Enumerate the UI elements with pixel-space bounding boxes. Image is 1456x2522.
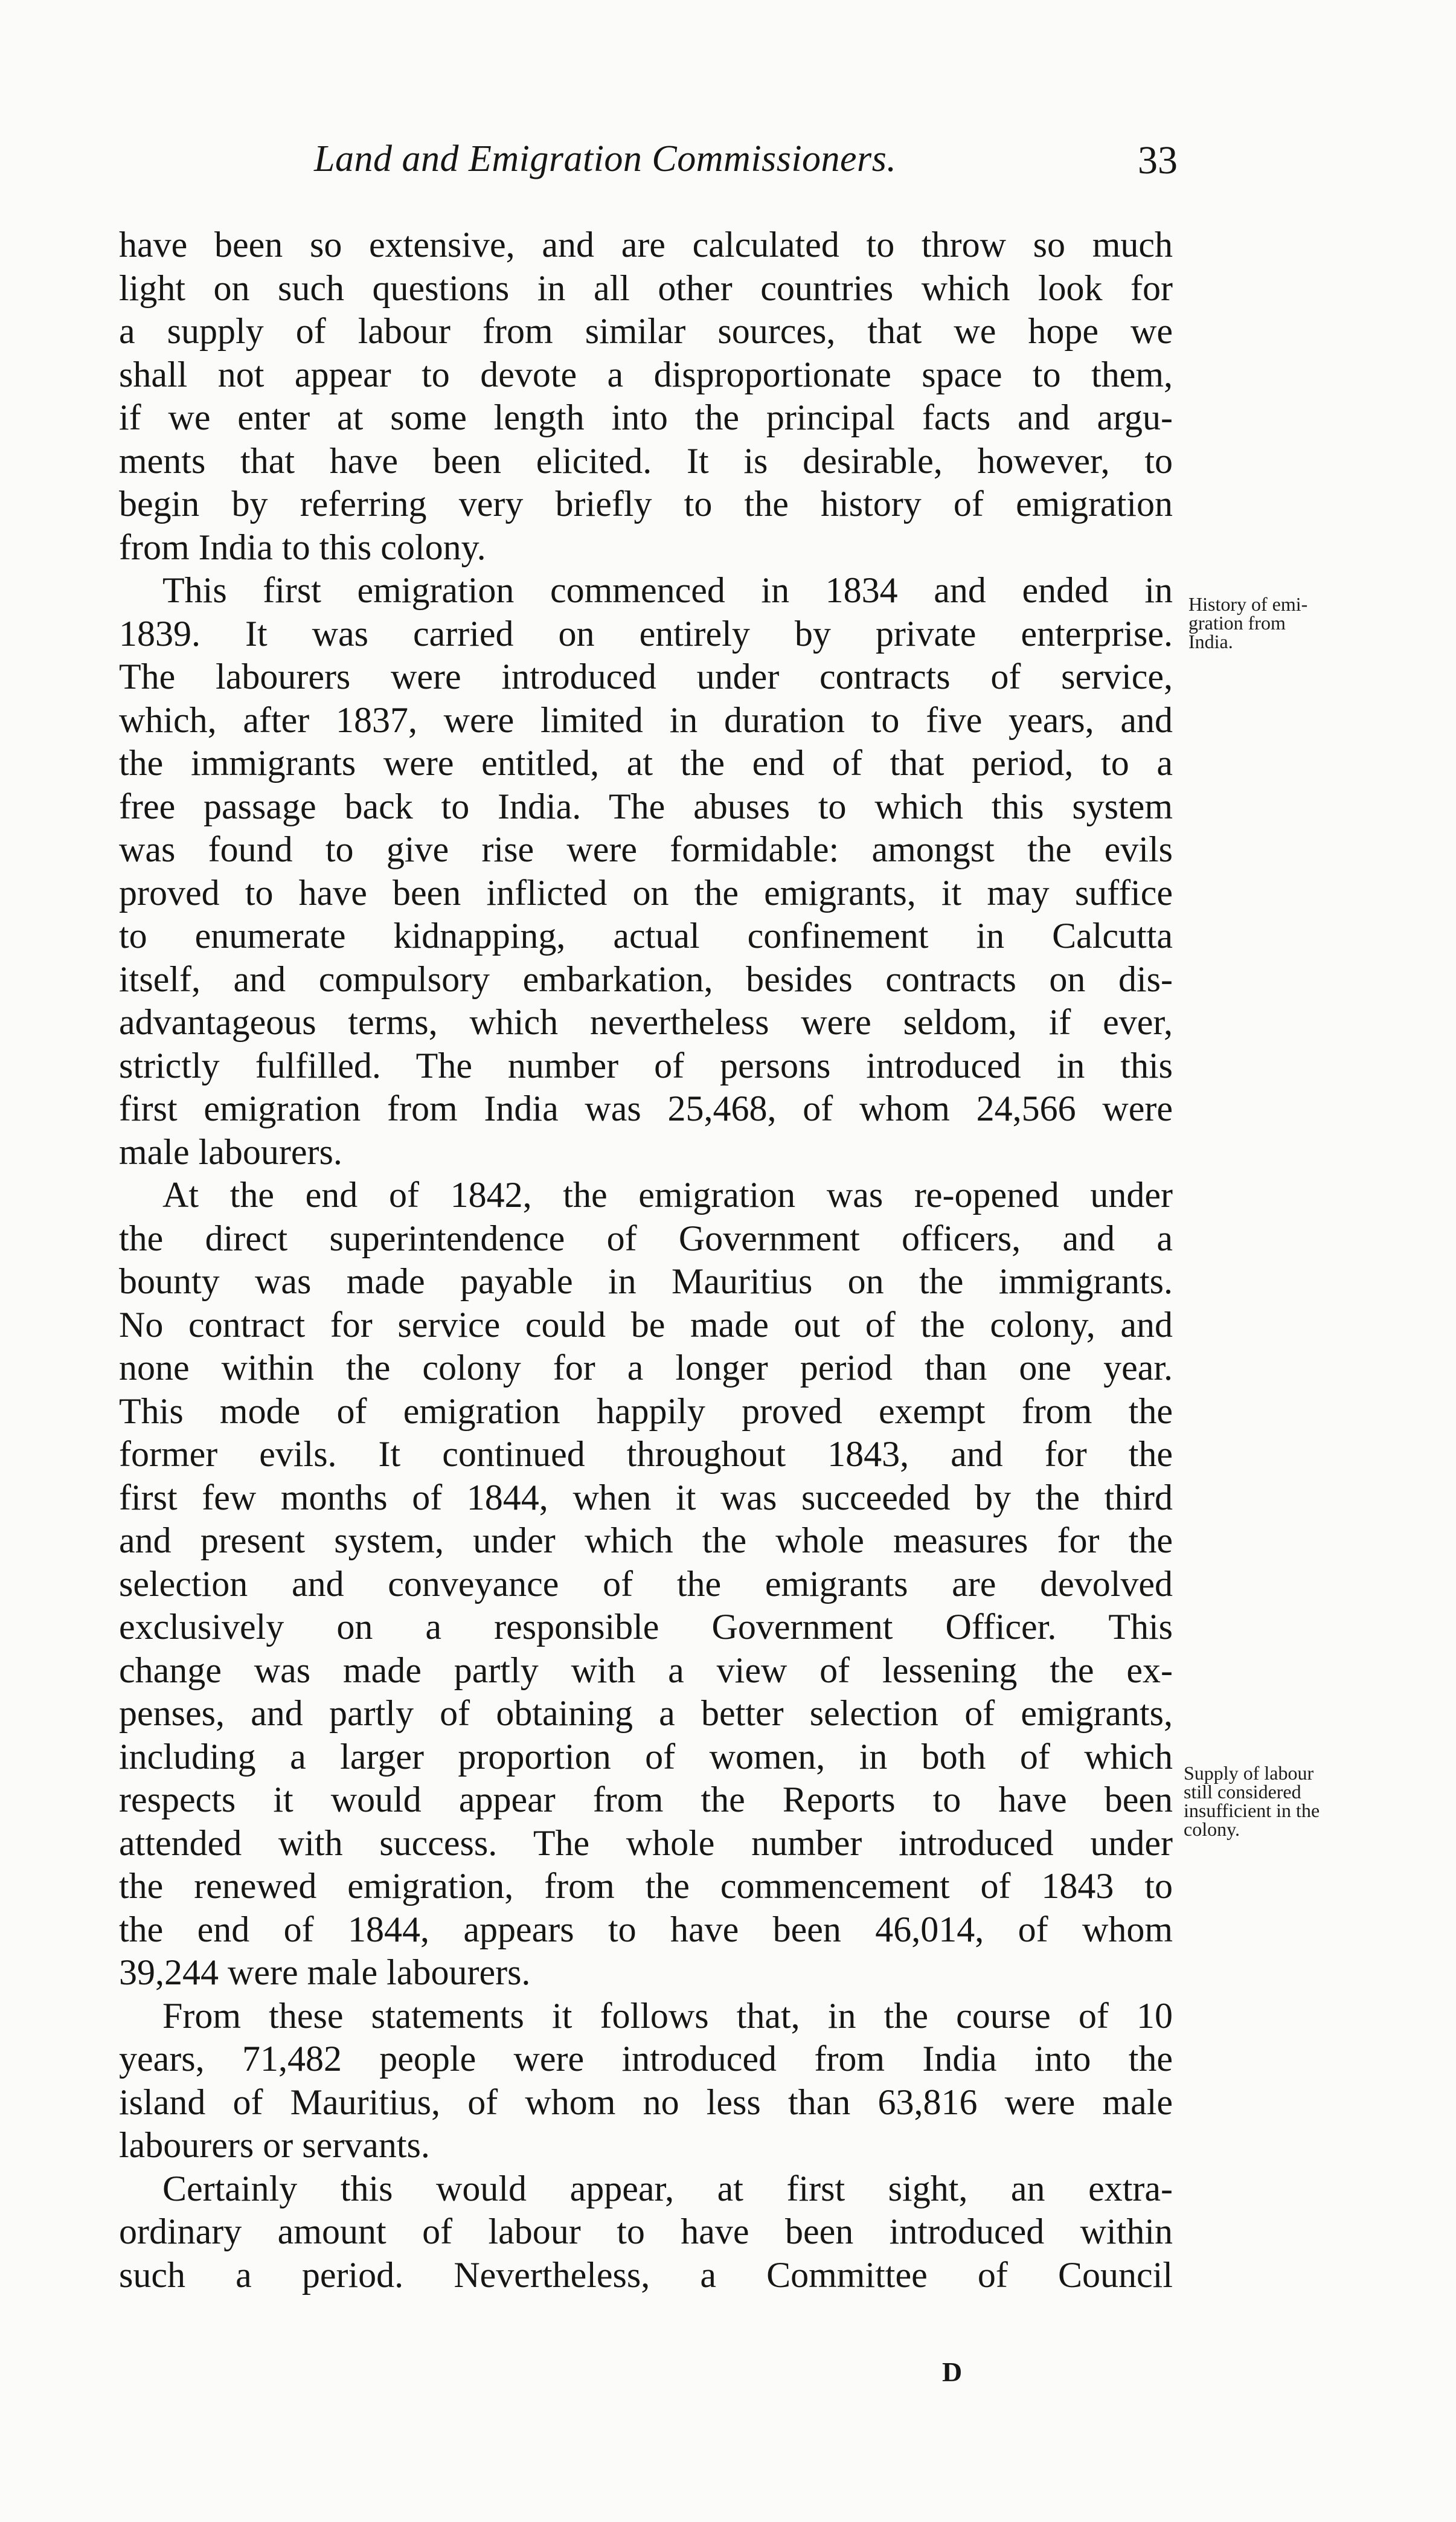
text-line: former evils. It continued throughout 1843, and for the bbox=[119, 1434, 1173, 1474]
margin-note-line: colony. bbox=[1184, 1818, 1240, 1840]
margin-note-history bbox=[1188, 595, 1333, 651]
text-line: first emigration from India was 25,468, of whom 24,566 were bbox=[119, 1089, 1173, 1128]
text-line: the end of 1844, appears to have been 46,014, of whom bbox=[119, 1909, 1173, 1949]
text-line: light on such questions in all other countries which look for bbox=[119, 268, 1173, 308]
body-text bbox=[119, 224, 1173, 2297]
text-line: island of Mauritius, of whom no less than 63,816 were male bbox=[119, 2082, 1173, 2122]
text-line: attended with success. The whole number introduced under bbox=[119, 1822, 1173, 1863]
text-line: Certainly this would appear, at first sight, an extra- bbox=[162, 2168, 1173, 2208]
margin-note-line: History of emi- bbox=[1188, 593, 1308, 615]
text-line: exclusively on a responsible Government Officer. This bbox=[119, 1607, 1173, 1647]
text-line: No contract for service could be made out of the colony, and bbox=[119, 1304, 1173, 1345]
paragraph-4 bbox=[119, 1995, 1173, 2167]
text-line: including a larger proportion of women, in both of which bbox=[119, 1736, 1173, 1777]
text-line: which, after 1837, were limited in duration to five years, and bbox=[119, 700, 1173, 740]
text-line: advantageous terms, which nevertheless were seldom, if ever, bbox=[119, 1002, 1173, 1042]
margin-note-line: insufficient in the bbox=[1184, 1800, 1320, 1821]
text-line: This mode of emigration happily proved exempt from the bbox=[119, 1391, 1173, 1431]
text-line: the immigrants were entitled, at the end of that period, to a bbox=[119, 743, 1173, 783]
text-line: labourers or servants. bbox=[119, 2125, 430, 2165]
text-line: free passage back to India. The abuses to which this system bbox=[119, 786, 1173, 826]
page-number: 33 bbox=[1138, 138, 1178, 182]
text-line: was found to give rise were formidable: amongst the evils bbox=[119, 829, 1173, 869]
text-line: years, 71,482 people were introduced from India into the bbox=[119, 2039, 1173, 2079]
text-line: 39,244 were male labourers. bbox=[119, 1952, 531, 1992]
page-header bbox=[314, 138, 1178, 192]
running-title: Land and Emigration Commissioners. bbox=[314, 138, 897, 179]
margin-note-line: Supply of labour bbox=[1184, 1762, 1314, 1784]
text-line: respects it would appear from the Reports to have been bbox=[119, 1780, 1173, 1819]
text-line: At the end of 1842, the emigration was re-opened under bbox=[162, 1175, 1173, 1215]
text-line: itself, and compulsory embarkation, besides contracts on dis- bbox=[119, 959, 1173, 999]
text-line: from India to this colony. bbox=[119, 527, 486, 567]
margin-note-line: still considered bbox=[1184, 1781, 1301, 1803]
text-line: ments that have been elicited. It is desirable, however, to bbox=[119, 440, 1173, 481]
text-line: From these statements it follows that, in the course of 10 bbox=[162, 1995, 1173, 2036]
text-line: if we enter at some length into the principal facts and argu- bbox=[119, 397, 1173, 437]
signature-mark: D bbox=[942, 2356, 963, 2387]
margin-note-supply bbox=[1184, 1764, 1365, 1839]
text-line: a supply of labour from similar sources, that we hope we bbox=[119, 311, 1173, 351]
text-line: such a period. Nevertheless, a Committee of Council bbox=[119, 2254, 1173, 2295]
text-line: ordinary amount of labour to have been introduced within bbox=[119, 2212, 1173, 2251]
text-line: the direct superintendence of Government officers, and a bbox=[119, 1218, 1173, 1258]
text-line: shall not appear to devote a disproportionate space to them, bbox=[119, 354, 1173, 394]
text-line: penses, and partly of obtaining a better selection of emigrants, bbox=[119, 1693, 1173, 1733]
text-line: strictly fulfilled. The number of persons introduced in this bbox=[119, 1045, 1173, 1086]
text-line: the renewed emigration, from the commencement of 1843 to bbox=[119, 1866, 1173, 1906]
text-line: change was made partly with a view of lessening the ex- bbox=[119, 1650, 1173, 1690]
margin-note-line: India. bbox=[1188, 631, 1233, 652]
text-line: proved to have been inflicted on the emigrants, it may suffice bbox=[119, 872, 1173, 913]
paragraph-1 bbox=[119, 224, 1173, 569]
paragraph-3 bbox=[119, 1174, 1173, 1995]
paragraph-5 bbox=[119, 2167, 1173, 2297]
text-line: 1839. It was carried on entirely by private enterprise. bbox=[119, 613, 1173, 654]
text-line: first few months of 1844, when it was succeeded by the third bbox=[119, 1477, 1173, 1517]
text-line: to enumerate kidnapping, actual confinement in Calcutta bbox=[119, 916, 1173, 956]
text-line: selection and conveyance of the emigrants are devolved bbox=[119, 1563, 1173, 1604]
text-line: This first emigration commenced in 1834 and ended in bbox=[162, 570, 1173, 610]
text-line: male labourers. bbox=[119, 1131, 342, 1172]
text-line: begin by referring very briefly to the history of emigration bbox=[119, 484, 1173, 524]
text-line: The labourers were introduced under contracts of service, bbox=[119, 657, 1173, 696]
text-line: and present system, under which the whole measures for the bbox=[119, 1520, 1173, 1560]
text-line: have been so extensive, and are calculated to throw so much bbox=[119, 225, 1173, 265]
text-line: none within the colony for a longer period than one year. bbox=[119, 1348, 1173, 1388]
margin-note-line: gration from bbox=[1188, 612, 1286, 634]
text-line: bounty was made payable in Mauritius on the immigrants. bbox=[119, 1261, 1173, 1301]
paragraph-2 bbox=[119, 569, 1173, 1174]
